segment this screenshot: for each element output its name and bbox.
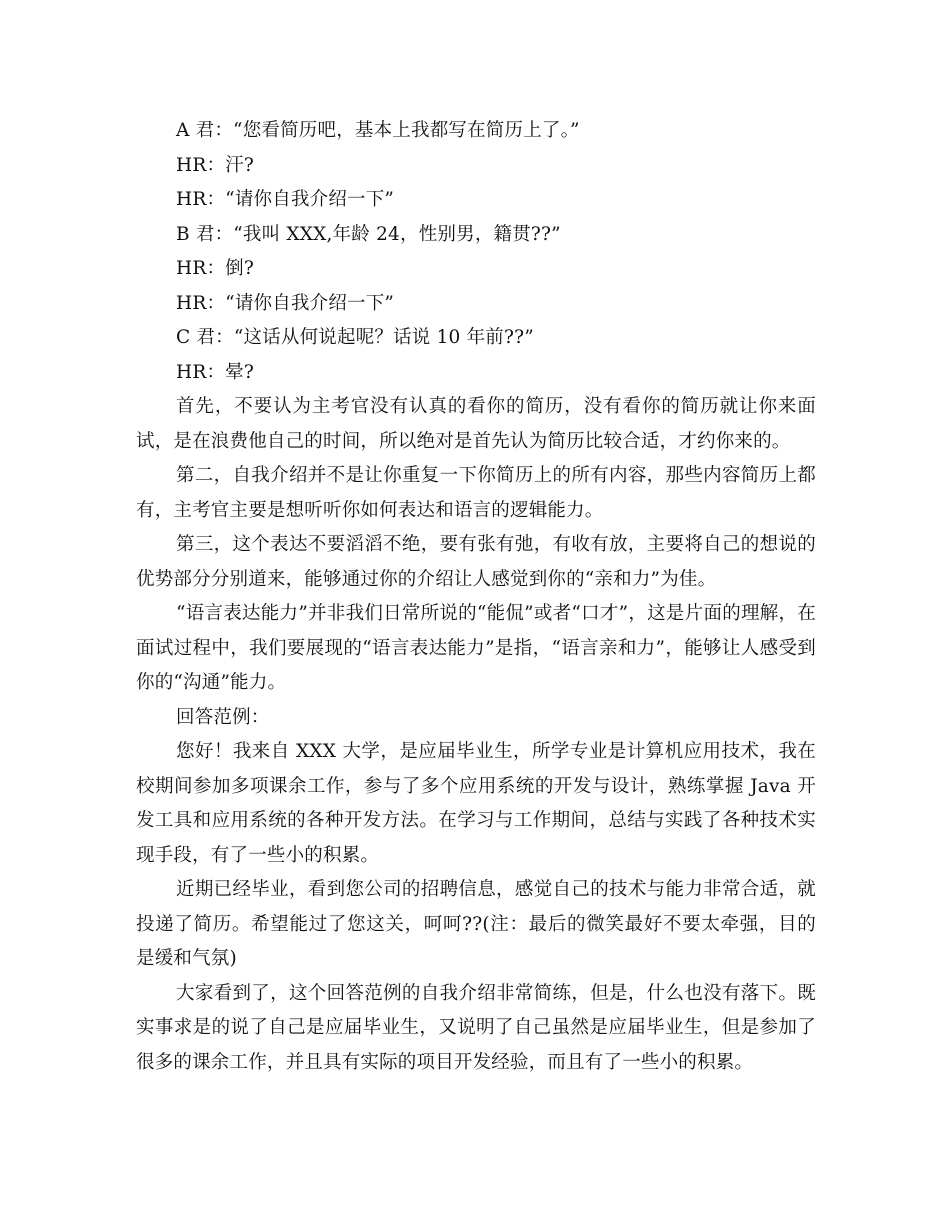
document-body bbox=[136, 114, 816, 1080]
dialogue-line: A 君：“您看简历吧，基本上我都写在简历上了。” bbox=[176, 120, 580, 141]
dialogue-line: HR：汗? bbox=[176, 154, 254, 176]
paragraph-second-point: 第二，自我介绍并不是让你重复一下你简历上的所有内容，那些内容简历上都有，主考官主要是想听听你如何表达和语言的逻辑能力。 bbox=[136, 465, 816, 521]
dialogue-line: HR：“请你自我介绍一下” bbox=[176, 292, 395, 314]
paragraph-language-ability: “语言表达能力”并非我们日常所说的“能侃”或者“口才”，这是片面的理解，在面试过程中，我们要展现的“语言表达能力”是指，“语言亲和力”，能够让人感受到你的“沟通”能力。 bbox=[136, 603, 816, 693]
dialogue-line: HR：倒? bbox=[176, 258, 254, 279]
paragraph-example-intro: 您好！我来自 XXX 大学，是应届毕业生，所学专业是计算机应用技术，我在校期间参加多项课余工作，参与了多个应用系统的开发与设计，熟练掌握 Java 开发工具和应用系统的各种开发方法。在学习与工作期间，总结与实践了各种技术实现手段，有了一些小的积累。 bbox=[136, 741, 816, 866]
dialogue-line: HR：晕? bbox=[176, 361, 254, 383]
example-heading: 回答范例： bbox=[176, 706, 270, 728]
paragraph-first-point: 首先，不要认为主考官没有认真的看你的简历，没有看你的简历就让你来面试，是在浪费他自己的时间，所以绝对是首先认为简历比较合适，才约你来的。 bbox=[136, 396, 816, 452]
paragraph-third-point: 第三，这个表达不要滔滔不绝，要有张有弛，有收有放，主要将自己的想说的优势部分分别道来，能够通过你的介绍让人感觉到你的“亲和力”为佳。 bbox=[136, 534, 816, 590]
dialogue-line: HR：“请你自我介绍一下” bbox=[176, 189, 395, 210]
paragraph-summary: 大家看到了，这个回答范例的自我介绍非常简练，但是，什么也没有落下。既实事求是的说了自己是应届毕业生，又说明了自己虽然是应届毕业生，但是参加了很多的课余工作，并且具有实际的项目开发经验，而且有了一些小的积累。 bbox=[136, 982, 816, 1073]
dialogue-line: B 君：“我叫 XXX,年龄 24，性别男，籍贯??” bbox=[176, 223, 561, 245]
paragraph-example-closing: 近期已经毕业，看到您公司的招聘信息，感觉自己的技术与能力非常合适，就投递了简历。希望能过了您这关，呵呵??(注：最后的微笑最好不要太牵强，目的是缓和气氛) bbox=[136, 879, 816, 969]
dialogue-line: C 君：“这话从何说起呢？话说 10 年前??” bbox=[176, 327, 534, 348]
